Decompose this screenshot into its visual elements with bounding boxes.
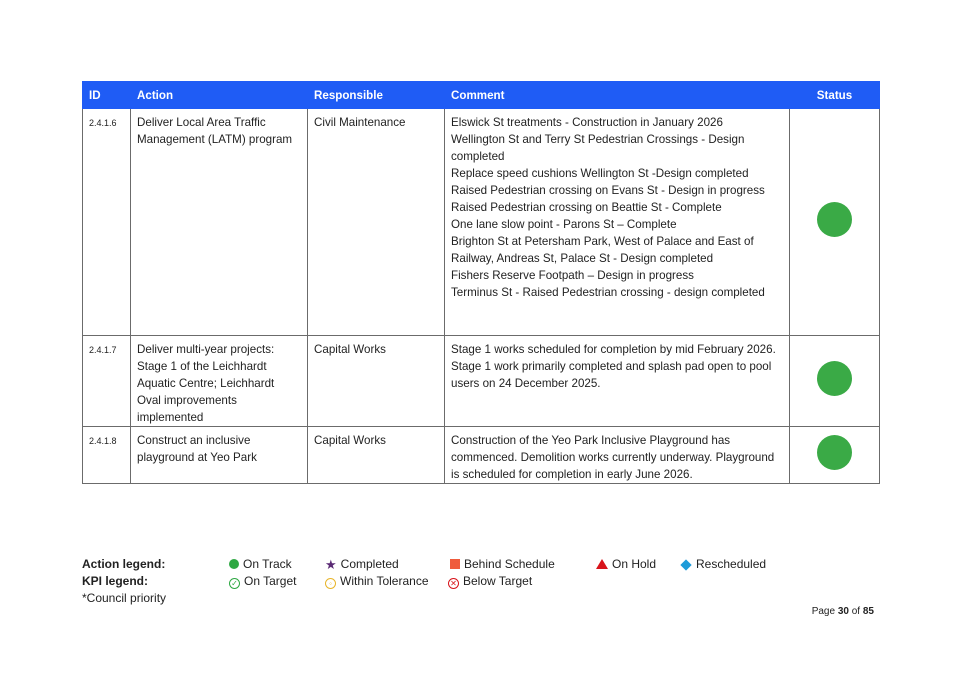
square-icon — [450, 559, 460, 569]
page-current: 30 — [837, 606, 849, 617]
header-comment: Comment — [445, 82, 790, 109]
table-row — [83, 427, 880, 484]
legend-on-track-label: On Track — [243, 557, 292, 571]
kpi-legend-label: KPI legend: — [82, 574, 149, 588]
legend-completed — [325, 556, 399, 573]
legend-on-hold — [596, 556, 656, 573]
legend-behind-schedule — [450, 556, 555, 573]
legend-on-target-label: On Target — [244, 574, 297, 588]
status-on-track-icon — [817, 435, 852, 470]
table-row — [83, 109, 880, 336]
header-status: Status — [790, 82, 880, 109]
row-responsible: Capital Works — [308, 427, 445, 484]
council-priority-note: *Council priority — [82, 591, 167, 605]
comment-line: Construction of the Yeo Park Inclusive Playground has commenced. Demolition works currently underway. Playground is scheduled for completion in early June 2026. — [451, 434, 775, 481]
row-action: Construct an inclusive playground at Yeo Park — [131, 427, 308, 484]
header-id: ID — [83, 82, 131, 109]
page-total: 85 — [862, 606, 874, 617]
row-action: Deliver Local Area Traffic Management (LATM) program — [131, 109, 308, 336]
comment-line: Elswick St treatments - Construction in January 2026 — [451, 116, 723, 129]
legend-on-target — [229, 573, 296, 590]
x-circle-icon: ✕ — [448, 578, 459, 589]
status-on-track-icon — [817, 361, 852, 396]
comment-line: Raised Pedestrian crossing on Beattie St - Complete — [451, 201, 722, 214]
row-responsible: Civil Maintenance — [308, 109, 445, 336]
row-status — [790, 336, 880, 427]
legend-behind-schedule-label: Behind Schedule — [464, 557, 555, 571]
star-icon: ★ — [325, 557, 337, 572]
table-row — [83, 336, 880, 427]
legend-completed-label: Completed — [340, 557, 399, 571]
row-id: 2.4.1.7 — [83, 336, 131, 427]
status-on-track-icon — [817, 202, 852, 237]
comment-line: One lane slow point - Parons St – Complete — [451, 218, 677, 231]
triangle-icon — [596, 559, 608, 569]
comment-line: Replace speed cushions Wellington St -Design completed — [451, 167, 749, 180]
diamond-icon — [680, 559, 691, 570]
row-responsible: Capital Works — [308, 336, 445, 427]
legend-below-target-label: Below Target — [463, 574, 533, 588]
legend-within-tolerance — [325, 573, 429, 590]
comment-line: Brighton St at Petersham Park, West of Palace and East of Railway, Andreas St, Palace St - Design completed — [451, 235, 754, 265]
header-action: Action — [131, 82, 308, 109]
comment-line: Terminus St - Raised Pedestrian crossing - design completed — [451, 286, 765, 299]
table-header-row — [83, 82, 880, 109]
row-status — [790, 109, 880, 336]
action-legend-label: Action legend: — [82, 557, 166, 571]
row-id: 2.4.1.6 — [83, 109, 131, 336]
header-responsible: Responsible — [308, 82, 445, 109]
comment-line: Raised Pedestrian crossing on Evans St - Design in progress — [451, 184, 765, 197]
legend-on-track — [229, 556, 292, 573]
green-circle-icon — [229, 559, 239, 569]
page-number — [812, 606, 874, 617]
legend-below-target — [448, 573, 532, 590]
legend-rescheduled-label: Rescheduled — [696, 557, 767, 571]
check-circle-icon: ✓ — [229, 578, 240, 589]
row-id: 2.4.1.8 — [83, 427, 131, 484]
comment-line: Fishers Reserve Footpath – Design in progress — [451, 269, 694, 282]
row-comment — [445, 109, 790, 336]
row-comment — [445, 427, 790, 484]
row-comment — [445, 336, 790, 427]
comment-line: Wellington St and Terry St Pedestrian Crossings - Design completed — [451, 133, 745, 163]
legend-on-hold-label: On Hold — [612, 557, 657, 571]
row-action: Deliver multi-year projects: Stage 1 of the Leichhardt Aquatic Centre; Leichhardt Oval improvements implemented — [131, 336, 308, 427]
comment-line: Stage 1 works scheduled for completion by mid February 2026. Stage 1 work primarily completed and splash pad open to pool users on 24 December 2025. — [451, 343, 776, 390]
legend-within-tolerance-label: Within Tolerance — [340, 574, 429, 588]
page-prefix: Page — [811, 606, 836, 617]
tolerance-circle-icon: ◦ — [325, 578, 336, 589]
page-of: of — [851, 606, 861, 617]
row-status — [790, 427, 880, 484]
actions-table — [82, 81, 880, 484]
legend-rescheduled — [680, 556, 766, 573]
